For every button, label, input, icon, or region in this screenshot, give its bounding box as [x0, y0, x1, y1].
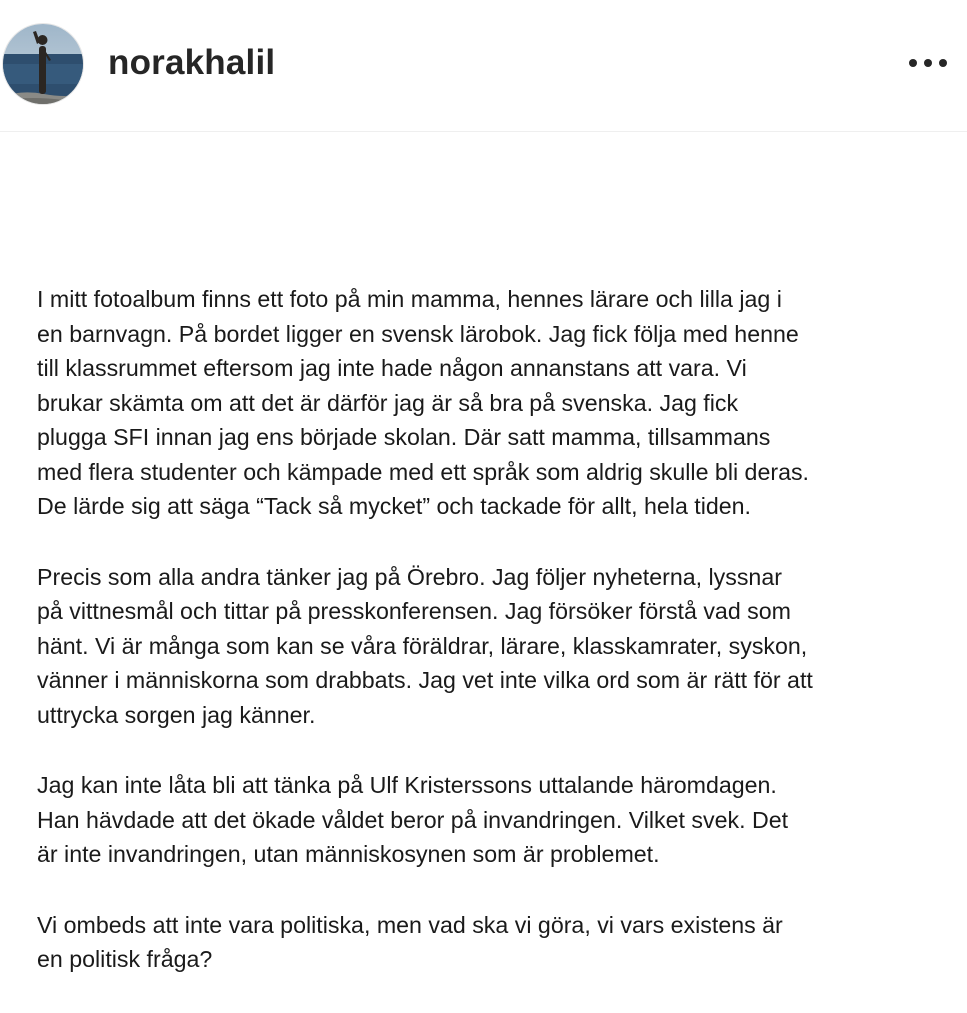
caption-line: en barnvagn. På bordet ligger en svensk lärobok. Jag fick följa med henne [37, 320, 799, 347]
avatar[interactable] [2, 23, 84, 105]
caption-line: uttrycka sorgen jag känner. [37, 701, 316, 728]
caption-paragraph [37, 560, 962, 733]
caption-line: på vittnesmål och tittar på presskonferensen. Jag försöker förstå vad som [37, 598, 791, 624]
caption-line: I mitt fotoalbum finns ett foto på min mamma, hennes lärare och lilla jag i [37, 286, 782, 312]
caption-line: brukar skämta om att det är därför jag är så bra på svenska. Jag fick [37, 389, 739, 416]
more-options-icon [908, 58, 948, 68]
username-link[interactable]: norakhalil [108, 43, 276, 82]
caption-line: Precis som alla andra tänker jag på Örebro. Jag följer nyheterna, lyssnar [37, 563, 782, 590]
caption-line: med flera studenter och kämpade med ett språk som aldrig skulle bli deras. [37, 458, 810, 485]
post-header [0, 0, 967, 132]
caption-line: Jag kan inte låta bli att tänka på Ulf Kristerssons uttalande häromdagen. [37, 772, 777, 798]
caption-line: Vi ombeds att inte vara politiska, men vad ska vi göra, vi vars existens är [37, 911, 783, 938]
caption-paragraph [37, 908, 962, 977]
caption-line: till klassrummet eftersom jag inte hade någon annanstans att vara. Vi [37, 355, 747, 381]
caption-paragraph [37, 282, 962, 524]
post-caption [37, 282, 962, 1013]
avatar-photo-icon [3, 24, 84, 105]
caption-line: De lärde sig att säga “Tack så mycket” och tackade för allt, hela tiden. [37, 493, 751, 519]
caption-line: plugga SFI innan jag ens började skolan. Där satt mamma, tillsammans [37, 424, 771, 450]
caption-line: Han hävdade att det ökade våldet beror på invandringen. Vilket svek. Det [37, 806, 789, 833]
caption-line: en politisk fråga? [37, 946, 213, 972]
caption-paragraph [37, 768, 962, 872]
caption-line: är inte invandringen, utan människosynen som är problemet. [37, 841, 660, 867]
more-options-button[interactable] [900, 48, 956, 78]
caption-line: vänner i människorna som drabbats. Jag vet inte vilka ord som är rätt för att [37, 667, 813, 693]
caption-line: hänt. Vi är många som kan se våra föräldrar, lärare, klasskamrater, syskon, [37, 632, 808, 659]
